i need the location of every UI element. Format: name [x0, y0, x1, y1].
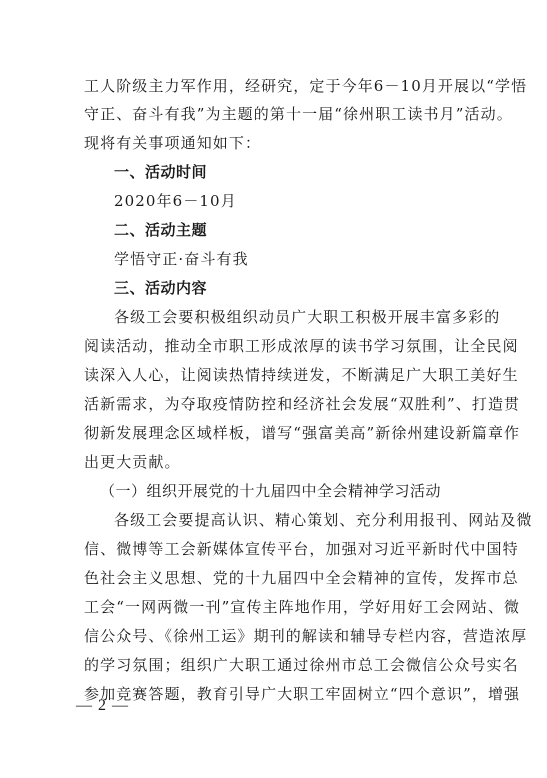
body-text-line: 读深入人心，让阅读热情持续迸发，不断满足广大职工美好生 [84, 366, 519, 384]
body-text-line: 现将有关事项通知如下： [84, 134, 262, 152]
activity-time: 2020年6－10月 [114, 192, 237, 210]
section-heading-time: 一、活动时间 [114, 163, 208, 181]
body-text-line: 出更大贡献。 [84, 453, 181, 471]
body-text-line: 工会“一网两微一刊”宣传主阵地作用，学好用好工会网站、微 [84, 598, 521, 616]
activity-theme: 学悟守正·奋斗有我 [114, 250, 249, 268]
body-text-line: 信、微博等工会新媒体宣传平台，加强对习近平新时代中国特 [84, 540, 519, 558]
body-text-line: 各级工会要提高认识、精心策划、充分利用报刊、网站及微 [114, 511, 533, 529]
body-text-line: 色社会主义思想、党的十九届四中全会精神的宣传，发挥市总 [84, 569, 519, 587]
body-text-line: 守正、奋斗有我”为主题的第十一届“徐州职工读书月”活动。 [84, 105, 513, 123]
body-text-line: 信公众号、《徐州工运》期刊的解读和辅导专栏内容，营造浓厚 [84, 627, 528, 645]
body-text-line: 活新需求，为夺取疫情防控和经济社会发展“双胜利”、打造贯 [84, 395, 521, 413]
body-text-line: 参加竞赛答题，教育引导广大职工牢固树立“四个意识”，增强 [84, 685, 521, 703]
body-text-line: 各级工会要积极组织动员广大职工积极开展丰富多彩的 [114, 308, 501, 326]
section-heading-content: 三、活动内容 [114, 279, 208, 297]
section-heading-theme: 二、活动主题 [114, 221, 208, 239]
body-text-line: 的学习氛围；组织广大职工通过徐州市总工会微信公众号实名 [84, 656, 519, 674]
body-text-line: 阅读活动，推动全市职工形成浓厚的读书学习氛围，让全民阅 [84, 337, 519, 355]
page-number: — 2 — [76, 697, 129, 714]
body-text-line: 工人阶级主力军作用，经研究，定于今年6－10月开展以“学悟 [84, 77, 528, 95]
subsection-heading: （一）组织开展党的十九届四中全会精神学习活动 [100, 482, 442, 500]
body-text-line: 彻新发展理念区域样板，谱写“强富美高”新徐州建设新篇章作 [84, 424, 521, 442]
